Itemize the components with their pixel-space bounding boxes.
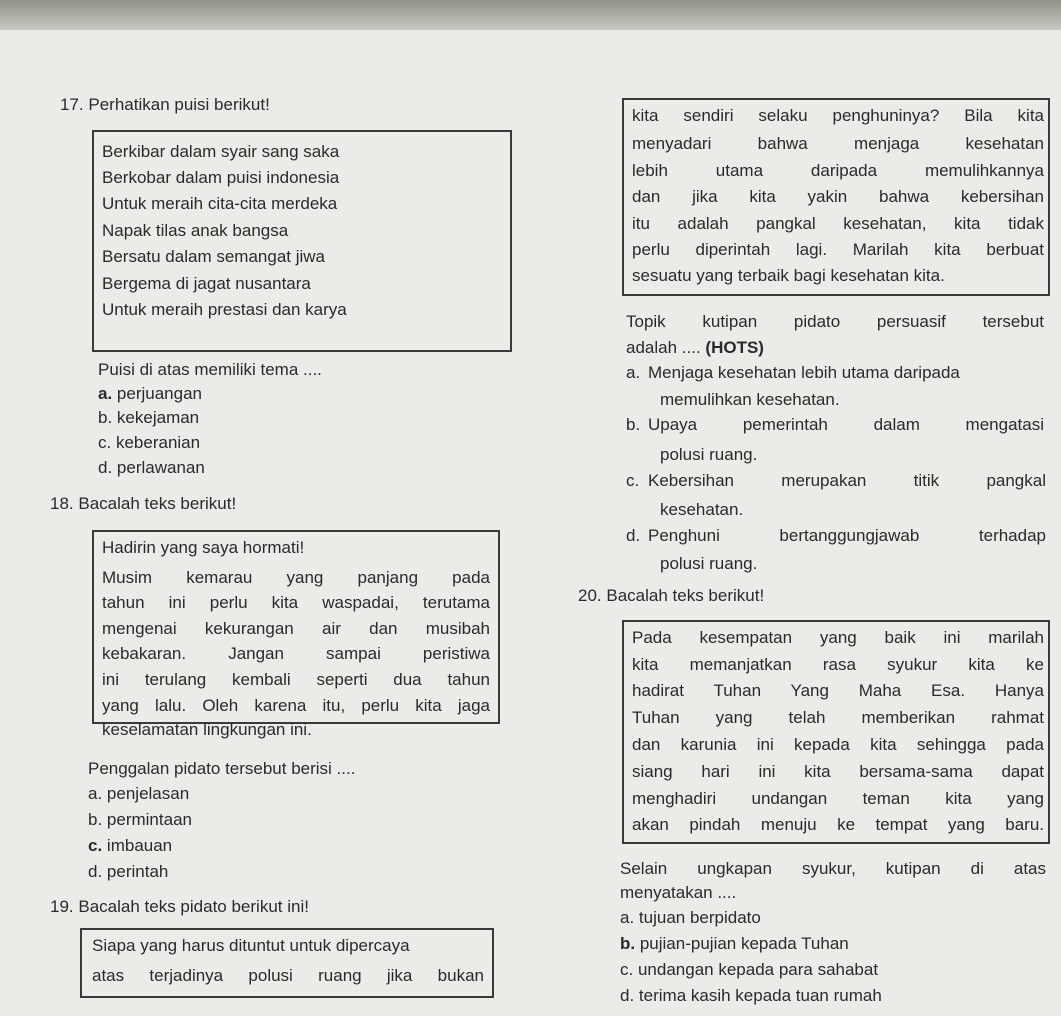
option-text: perintah [106, 862, 169, 881]
option-text: terima kasih kepada tuan rumah [638, 986, 882, 1005]
passage-line: menyadari bahwa menjaga kesehatan [632, 134, 1044, 153]
option-text: undangan kepada para sahabat [637, 960, 879, 979]
option-letter: d. [88, 862, 103, 881]
passage-line: perlu diperintah lagi. Marilah kita berbuat [632, 240, 1044, 259]
option-text: imbauan [106, 836, 173, 855]
option-text: polusi ruang. [660, 554, 758, 573]
q17-option-a[interactable] [98, 382, 202, 406]
q18-number: 18. [50, 494, 74, 513]
poem-line: Bersatu dalam semangat jiwa [102, 247, 326, 266]
q20-prompt: Bacalah teks berikut! [606, 586, 765, 605]
option-letter: d. [626, 526, 641, 545]
passage-line: keselamatan lingkungan ini. [102, 720, 312, 739]
q18-option-b[interactable] [88, 808, 192, 832]
passage-line: akan pindah menuju ke tempat yang baru. [632, 815, 1044, 834]
option-letter: c. [626, 471, 640, 490]
passage-line: Pada kesempatan yang baik ini marilah [632, 628, 1044, 647]
q17-option-d[interactable] [98, 456, 205, 480]
option-text: perjuangan [116, 384, 202, 403]
option-text: penjelasan [106, 784, 190, 803]
option-letter: d. [620, 986, 635, 1005]
passage-line: ini terulang kembali seperti dua tahun [102, 670, 490, 689]
option-text: Kebersihan merupakan titik pangkal [648, 471, 1046, 490]
q20-header [578, 584, 764, 608]
passage-line: itu adalah pangkal kesehatan, kita tidak [632, 214, 1044, 233]
q19-question-line2 [626, 336, 764, 360]
q18-prompt: Bacalah teks berikut! [78, 494, 237, 513]
option-text: keberanian [115, 433, 201, 452]
q20-option-a[interactable] [620, 906, 761, 930]
hots-badge: (HOTS) [705, 338, 764, 357]
option-letter: a. [98, 384, 113, 403]
passage-line: sesuatu yang terbaik bagi kesehatan kita. [632, 266, 945, 285]
poem-line: Napak tilas anak bangsa [102, 221, 289, 240]
q20-question-line1: Selain ungkapan syukur, kutipan di atas [620, 859, 1046, 878]
option-letter: b. [626, 415, 641, 434]
q18-header [50, 492, 236, 516]
poem-line: Berkobar dalam puisi indonesia [102, 168, 340, 187]
option-text: perlawanan [116, 458, 205, 477]
q20-question-line2: menyatakan .... [620, 883, 737, 902]
option-text: tujuan berpidato [638, 908, 761, 927]
option-text: pujian-pujian kepada Tuhan [639, 934, 849, 953]
option-text: Penghuni bertanggungjawab terhadap [648, 526, 1046, 545]
poem-line: Bergema di jagat nusantara [102, 274, 311, 293]
option-letter: a. [626, 363, 641, 382]
q20-option-d[interactable] [620, 984, 882, 1008]
q19-passage-box-right [622, 98, 1050, 296]
option-letter: a. [88, 784, 103, 803]
q20-option-b[interactable] [620, 932, 849, 956]
passage-line: tahun ini perlu kita waspadai, terutama [102, 593, 490, 612]
q20-passage-box [622, 620, 1050, 844]
option-text: Upaya pemerintah dalam mengatasi [648, 415, 1044, 434]
option-text: permintaan [106, 810, 192, 829]
q19-number: 19. [50, 897, 74, 916]
option-letter: c. [98, 433, 112, 452]
option-text: Menjaga kesehatan lebih utama daripada [648, 363, 960, 382]
passage-line: kita memanjatkan rasa syukur kita ke [632, 655, 1044, 674]
q20-number: 20. [578, 586, 602, 605]
q19-question-line1: Topik kutipan pidato persuasif tersebut [626, 312, 1044, 331]
passage-line: Tuhan yang telah memberikan rahmat [632, 708, 1044, 727]
q17-option-c[interactable] [98, 431, 200, 455]
q18-option-a[interactable] [88, 782, 189, 806]
passage-line: Siapa yang harus dituntut untuk dipercaya [92, 936, 410, 955]
q18-option-c[interactable] [88, 834, 172, 858]
q17-question: Puisi di atas memiliki tema .... [98, 360, 322, 379]
q18-option-d[interactable] [88, 860, 168, 884]
passage-line: Hadirin yang saya hormati! [102, 538, 305, 557]
passage-line: menghadiri undangan teman kita yang [632, 789, 1044, 808]
q17-poem-box [92, 130, 512, 352]
passage-line: dan karunia ini kepada kita sehingga pada [632, 735, 1044, 754]
passage-line: mengenai kekurangan air dan musibah [102, 619, 490, 638]
passage-line: lebih utama daripada memulihkannya [632, 161, 1044, 180]
q18-passage-box [92, 530, 500, 739]
q19-question-text: adalah .... [626, 338, 701, 357]
poem-line: Untuk meraih cita-cita merdeka [102, 194, 338, 213]
passage-line: atas terjadinya polusi ruang jika bukan [92, 966, 484, 985]
passage-line: kebakaran. Jangan sampai peristiwa [102, 644, 490, 663]
option-text: polusi ruang. [660, 445, 758, 464]
poem-line: Berkibar dalam syair sang saka [102, 142, 340, 161]
poem-line: Untuk meraih prestasi dan karya [102, 300, 347, 319]
q17-option-b[interactable] [98, 406, 199, 430]
option-letter: a. [620, 908, 635, 927]
option-text: kekejaman [116, 408, 200, 427]
passage-line: dan jika kita yakin bahwa kebersihan [632, 187, 1044, 206]
passage-line: kita sendiri selaku penghuninya? Bila kita [632, 106, 1044, 125]
q19-prompt: Bacalah teks pidato berikut ini! [78, 897, 309, 916]
option-letter: c. [620, 960, 634, 979]
option-text: memulihkan kesehatan. [660, 390, 840, 409]
option-letter: b. [98, 408, 113, 427]
passage-line: Musim kemarau yang panjang pada [102, 568, 490, 587]
q17-prompt: Perhatikan puisi berikut! [88, 95, 270, 114]
option-letter: b. [88, 810, 103, 829]
q20-option-c[interactable] [620, 958, 878, 982]
q17-header [60, 95, 270, 115]
option-letter: c. [88, 836, 103, 855]
option-letter: d. [98, 458, 113, 477]
q18-question: Penggalan pidato tersebut berisi .... [88, 759, 356, 778]
passage-line: hadirat Tuhan Yang Maha Esa. Hanya [632, 681, 1044, 700]
q17-number: 17. [60, 95, 84, 114]
option-letter: b. [620, 934, 636, 953]
passage-line: yang lalu. Oleh karena itu, perlu kita jaga [102, 696, 490, 715]
option-text: kesehatan. [660, 500, 744, 519]
passage-line: siang hari ini kita bersama-sama dapat [632, 762, 1044, 781]
q19-header [50, 895, 309, 919]
q19-passage-box-left [80, 928, 494, 998]
